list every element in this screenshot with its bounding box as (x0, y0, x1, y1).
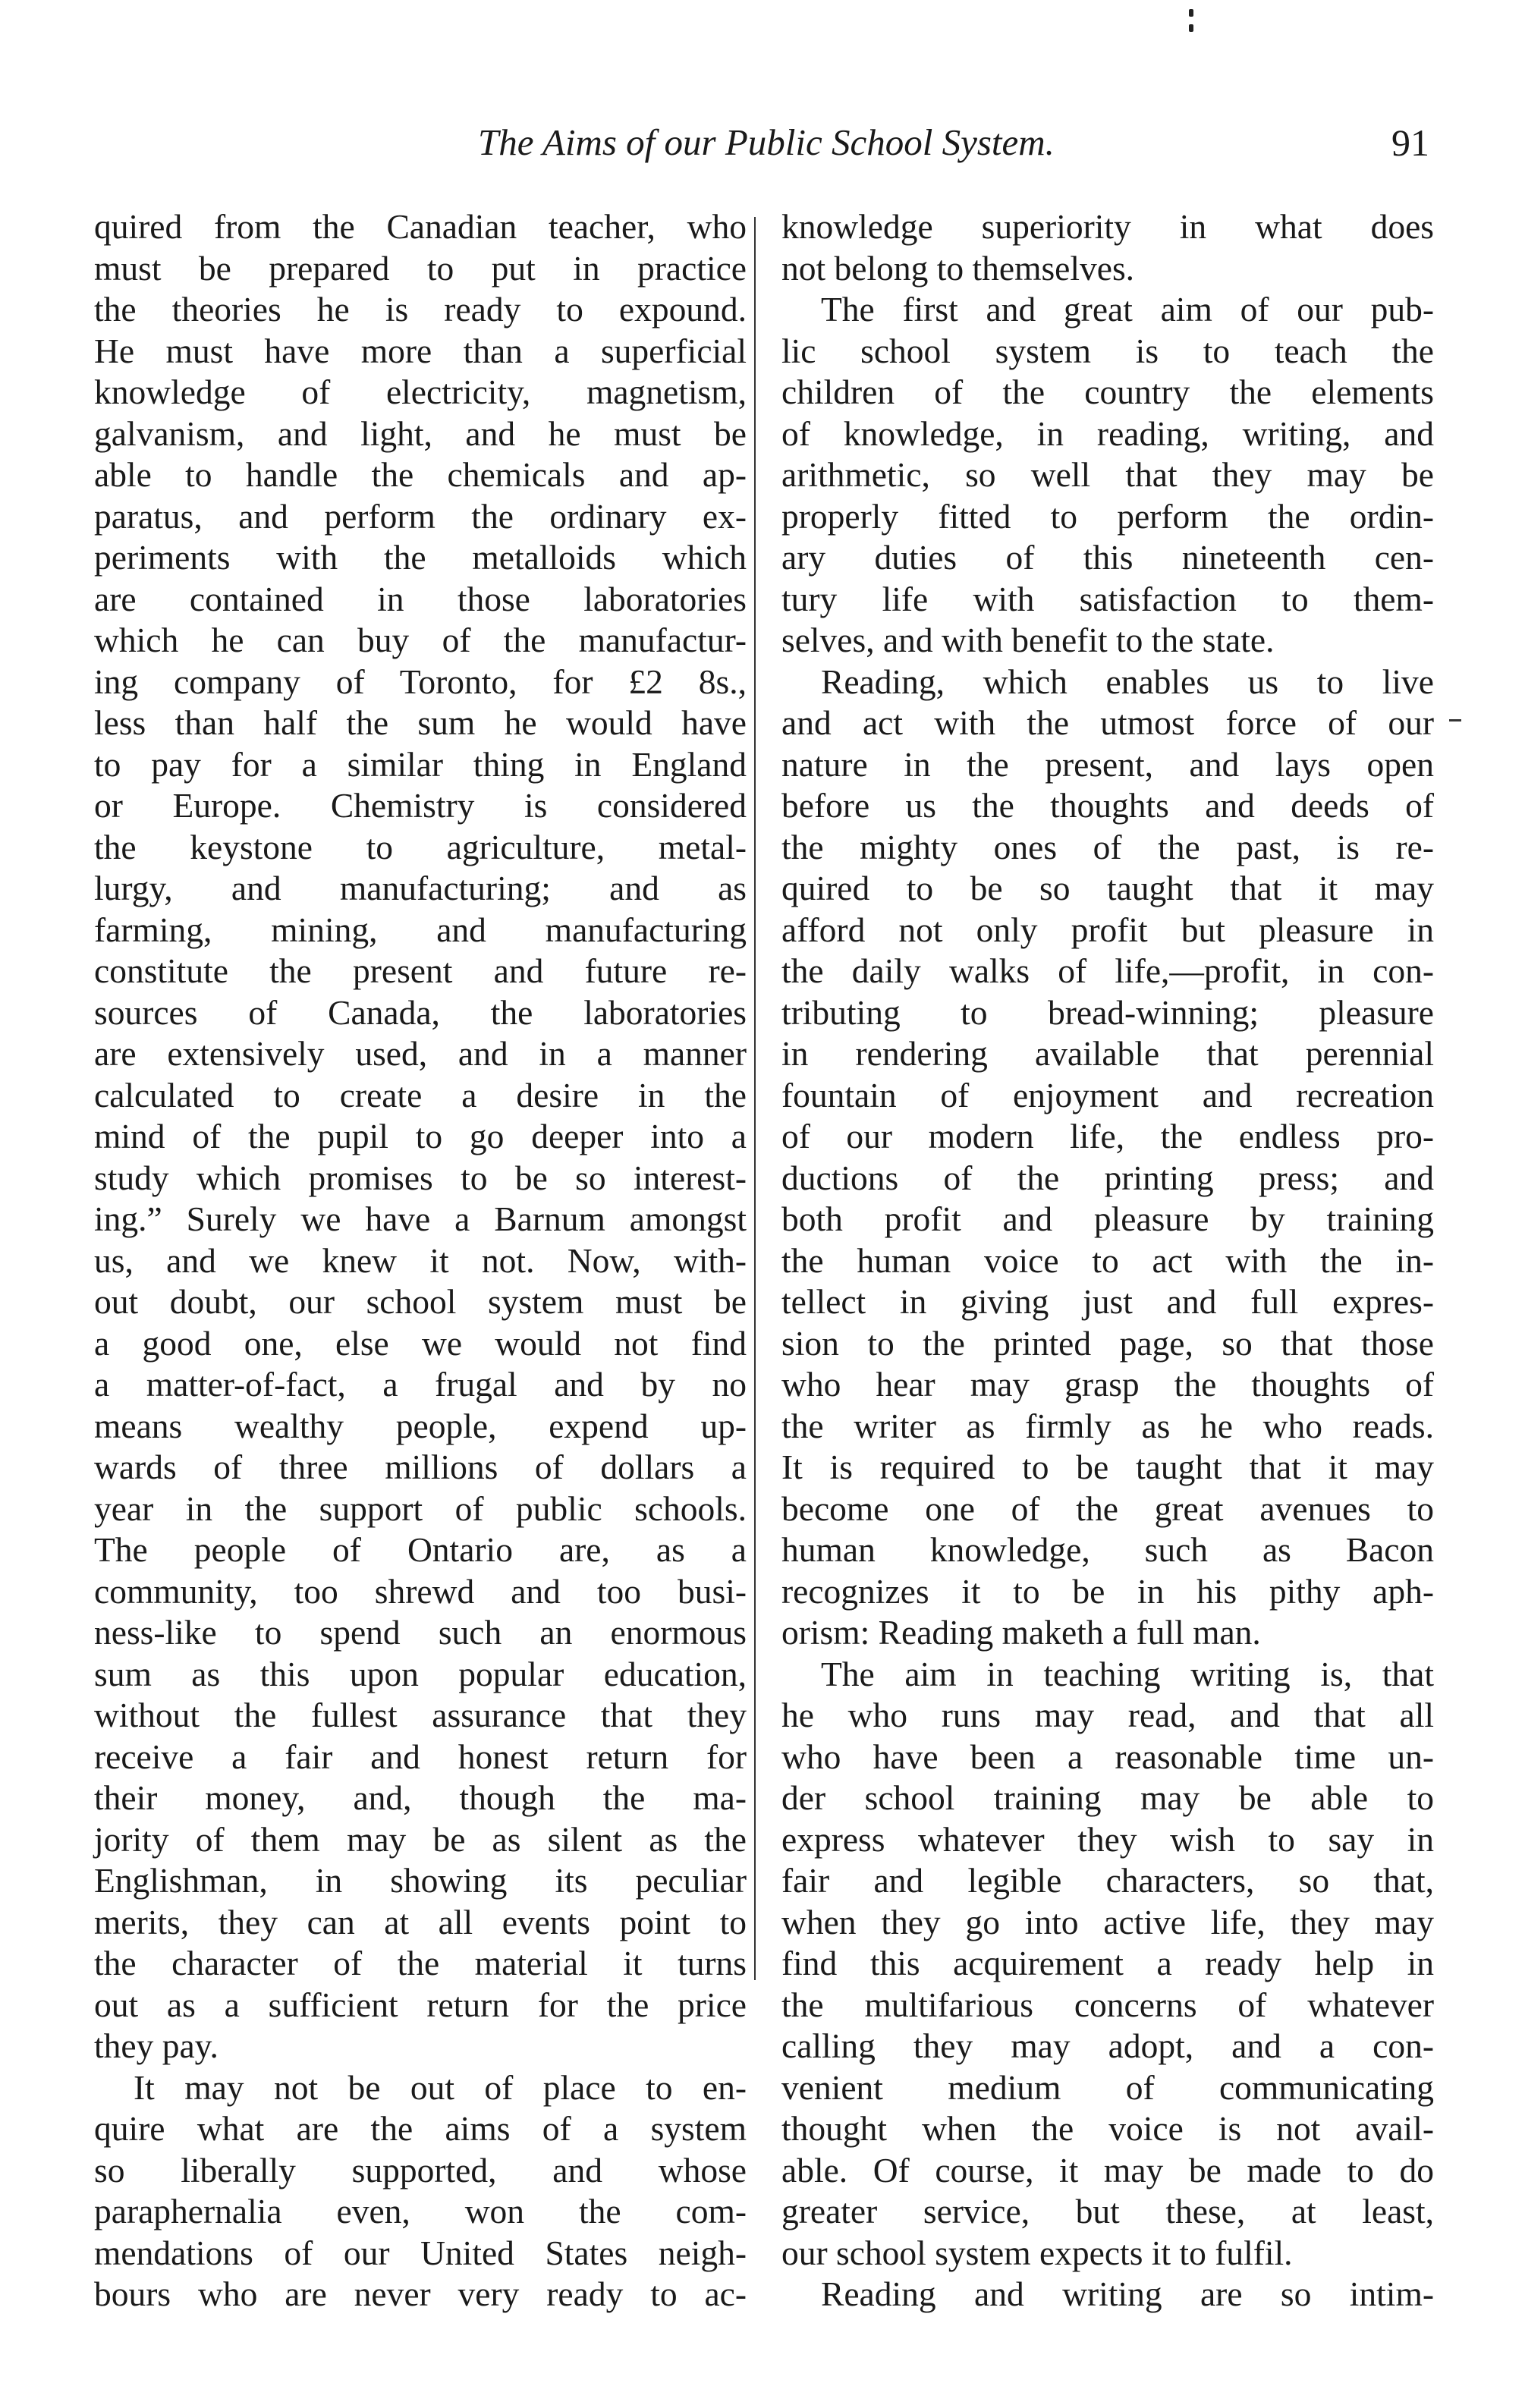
text-line: must be prepared to put in practice (94, 248, 747, 288)
text-line: the mighty ones of the past, is re- (781, 827, 1434, 866)
text-line: fair and legible characters, so that, (781, 1861, 1434, 1900)
print-speck (1189, 9, 1193, 17)
text-line: knowledge of electricity, magnetism, (94, 373, 747, 411)
text-line: out doubt, our school system must be (94, 1282, 747, 1321)
text-line: mind of the pupil to go deeper into a (94, 1117, 747, 1155)
text-line: human knowledge, such as Bacon (781, 1530, 1434, 1569)
text-line: galvanism, and light, and he must be (94, 413, 747, 453)
text-line: are contained in those laboratories (94, 579, 747, 618)
print-speck (1189, 24, 1193, 32)
text-line: tributing to bread-winning; pleasure (781, 992, 1434, 1032)
text-line: recognizes it to be in his pithy aph- (781, 1571, 1434, 1611)
text-line: It is required to be taught that it may (781, 1448, 1434, 1486)
text-line: quire what are the aims of a system (94, 2109, 747, 2148)
text-line: able. Of course, it may be made to do (781, 2150, 1434, 2190)
left-column (94, 206, 747, 2315)
text-line: thought when the voice is not avail- (781, 2109, 1434, 2148)
text-line: they pay. (94, 2026, 219, 2065)
text-line: He must have more than a superficial (94, 331, 747, 370)
text-line: children of the country the elements (781, 373, 1434, 411)
text-line: Reading, which enables us to live (821, 662, 1434, 701)
text-line: which he can buy of the manufactur- (94, 621, 747, 659)
text-line: the character of the material it turns (94, 1944, 747, 1982)
text-line: calling they may adopt, and a con- (781, 2026, 1434, 2065)
text-line: greater service, but these, at least, (781, 2192, 1434, 2230)
text-line: Englishman, in showing its peculiar (94, 1861, 747, 1900)
text-line: express whatever they wish to say in (781, 1819, 1434, 1859)
text-line: farming, mining, and manufacturing (94, 910, 747, 949)
text-line: ness-like to spend such an enormous (94, 1613, 747, 1652)
text-line: nature in the present, and lays open (781, 744, 1434, 784)
text-line: and act with the utmost force of our (781, 703, 1434, 742)
text-line: are extensively used, and in a manner (94, 1034, 747, 1073)
text-line: calculated to create a desire in the (94, 1075, 747, 1114)
text-line: Reading and writing are so intim- (821, 2274, 1434, 2313)
page-number: 91 (1391, 121, 1429, 164)
text-line: their money, and, though the ma- (94, 1778, 747, 1817)
text-line: become one of the great avenues to (781, 1488, 1434, 1528)
text-line: community, too shrewd and too busi- (94, 1571, 747, 1611)
text-line: quired from the Canadian teacher, who (94, 207, 747, 246)
text-line: sum as this upon popular education, (94, 1654, 747, 1693)
text-line: tury life with satisfaction to them- (781, 579, 1434, 618)
text-line: when they go into active life, they may (781, 1902, 1434, 1941)
text-line: the multifarious concerns of whatever (781, 1985, 1434, 2024)
text-line: lic school system is to teach the (781, 331, 1434, 370)
text-line: the human voice to act with the in- (781, 1240, 1434, 1280)
text-line: fountain of enjoyment and recreation (781, 1075, 1434, 1114)
text-line: ary duties of this nineteenth cen- (781, 538, 1434, 577)
text-line: both profit and pleasure by training (781, 1199, 1434, 1238)
text-line: who have been a reasonable time un- (781, 1737, 1434, 1776)
text-line: our school system expects it to fulfil. (781, 2233, 1293, 2272)
text-line: tellect in giving just and full expres- (781, 1282, 1434, 1321)
text-line: lurgy, and manufacturing; and as (94, 869, 747, 907)
text-line: year in the support of public schools. (94, 1488, 747, 1528)
text-line: knowledge superiority in what does (781, 207, 1434, 246)
text-line: the theories he is ready to expound. (94, 290, 747, 329)
text-line: sources of Canada, the laboratories (94, 992, 747, 1032)
text-line: paraphernalia even, won the com- (94, 2192, 747, 2230)
text-line: out as a sufficient return for the price (94, 1985, 747, 2024)
text-line: jority of them may be as silent as the (94, 1819, 747, 1859)
text-line: of our modern life, the endless pro- (781, 1117, 1434, 1155)
text-line: means wealthy people, expend up- (94, 1406, 747, 1445)
text-line: arithmetic, so well that they may be (781, 455, 1434, 494)
text-line: or Europe. Chemistry is considered (94, 786, 747, 825)
text-line: mendations of our United States neigh- (94, 2233, 747, 2272)
text-line: merits, they can at all events point to (94, 1902, 747, 1941)
text-line: the keystone to agriculture, metal- (94, 827, 747, 866)
text-line: afford not only profit but pleasure in (781, 910, 1434, 949)
text-line: venient medium of communicating (781, 2067, 1434, 2107)
column-divider (754, 217, 756, 1980)
text-line: It may not be out of place to en- (134, 2067, 747, 2107)
margin-mark (1449, 719, 1461, 721)
text-line: he who runs may read, and that all (781, 1696, 1434, 1734)
text-line: the writer as firmly as he who reads. (781, 1406, 1434, 1445)
text-line: properly fitted to perform the ordin- (781, 496, 1434, 536)
text-line: The aim in teaching writing is, that (821, 1654, 1434, 1693)
text-line: The first and great aim of our pub- (821, 290, 1434, 329)
text-line: of knowledge, in reading, writing, and (781, 413, 1434, 453)
right-column (781, 206, 1434, 2315)
text-line: bours who are never very ready to ac- (94, 2274, 747, 2313)
text-line: a good one, else we would not find (94, 1323, 747, 1363)
text-line: receive a fair and honest return for (94, 1737, 747, 1776)
text-line: find this acquirement a ready help in (781, 1944, 1434, 1982)
text-line: in rendering available that perennial (781, 1034, 1434, 1073)
text-line: able to handle the chemicals and ap- (94, 455, 747, 494)
text-line: der school training may be able to (781, 1778, 1434, 1817)
text-line: a matter-of-fact, a frugal and by no (94, 1365, 747, 1404)
text-line: before us the thoughts and deeds of (781, 786, 1434, 825)
text-line: to pay for a similar thing in England (94, 744, 747, 784)
running-head: The Aims of our Public School System. (478, 121, 1055, 163)
text-line: ing company of Toronto, for £2 8s., (94, 662, 747, 701)
text-line: less than half the sum he would have (94, 703, 747, 742)
text-line: selves, and with benefit to the state. (781, 621, 1275, 659)
text-line: so liberally supported, and whose (94, 2150, 747, 2190)
text-line: without the fullest assurance that they (94, 1696, 747, 1734)
text-line: ductions of the printing press; and (781, 1158, 1434, 1197)
text-line: us, and we knew it not. Now, with- (94, 1240, 747, 1280)
text-line: The people of Ontario are, as a (94, 1530, 747, 1569)
text-line: the daily walks of life,—profit, in con- (781, 951, 1434, 990)
text-line: sion to the printed page, so that those (781, 1323, 1434, 1363)
text-line: not belong to themselves. (781, 248, 1135, 288)
text-line: study which promises to be so interest- (94, 1158, 747, 1197)
text-line: quired to be so taught that it may (781, 869, 1434, 907)
text-line: who hear may grasp the thoughts of (781, 1365, 1434, 1404)
text-line: constitute the present and future re- (94, 951, 747, 990)
text-line: orism: Reading maketh a full man. (781, 1613, 1261, 1652)
text-line: paratus, and perform the ordinary ex- (94, 496, 747, 536)
text-line: wards of three millions of dollars a (94, 1448, 747, 1486)
text-line: ing.” Surely we have a Barnum amongst (94, 1199, 747, 1238)
text-line: periments with the metalloids which (94, 538, 747, 577)
